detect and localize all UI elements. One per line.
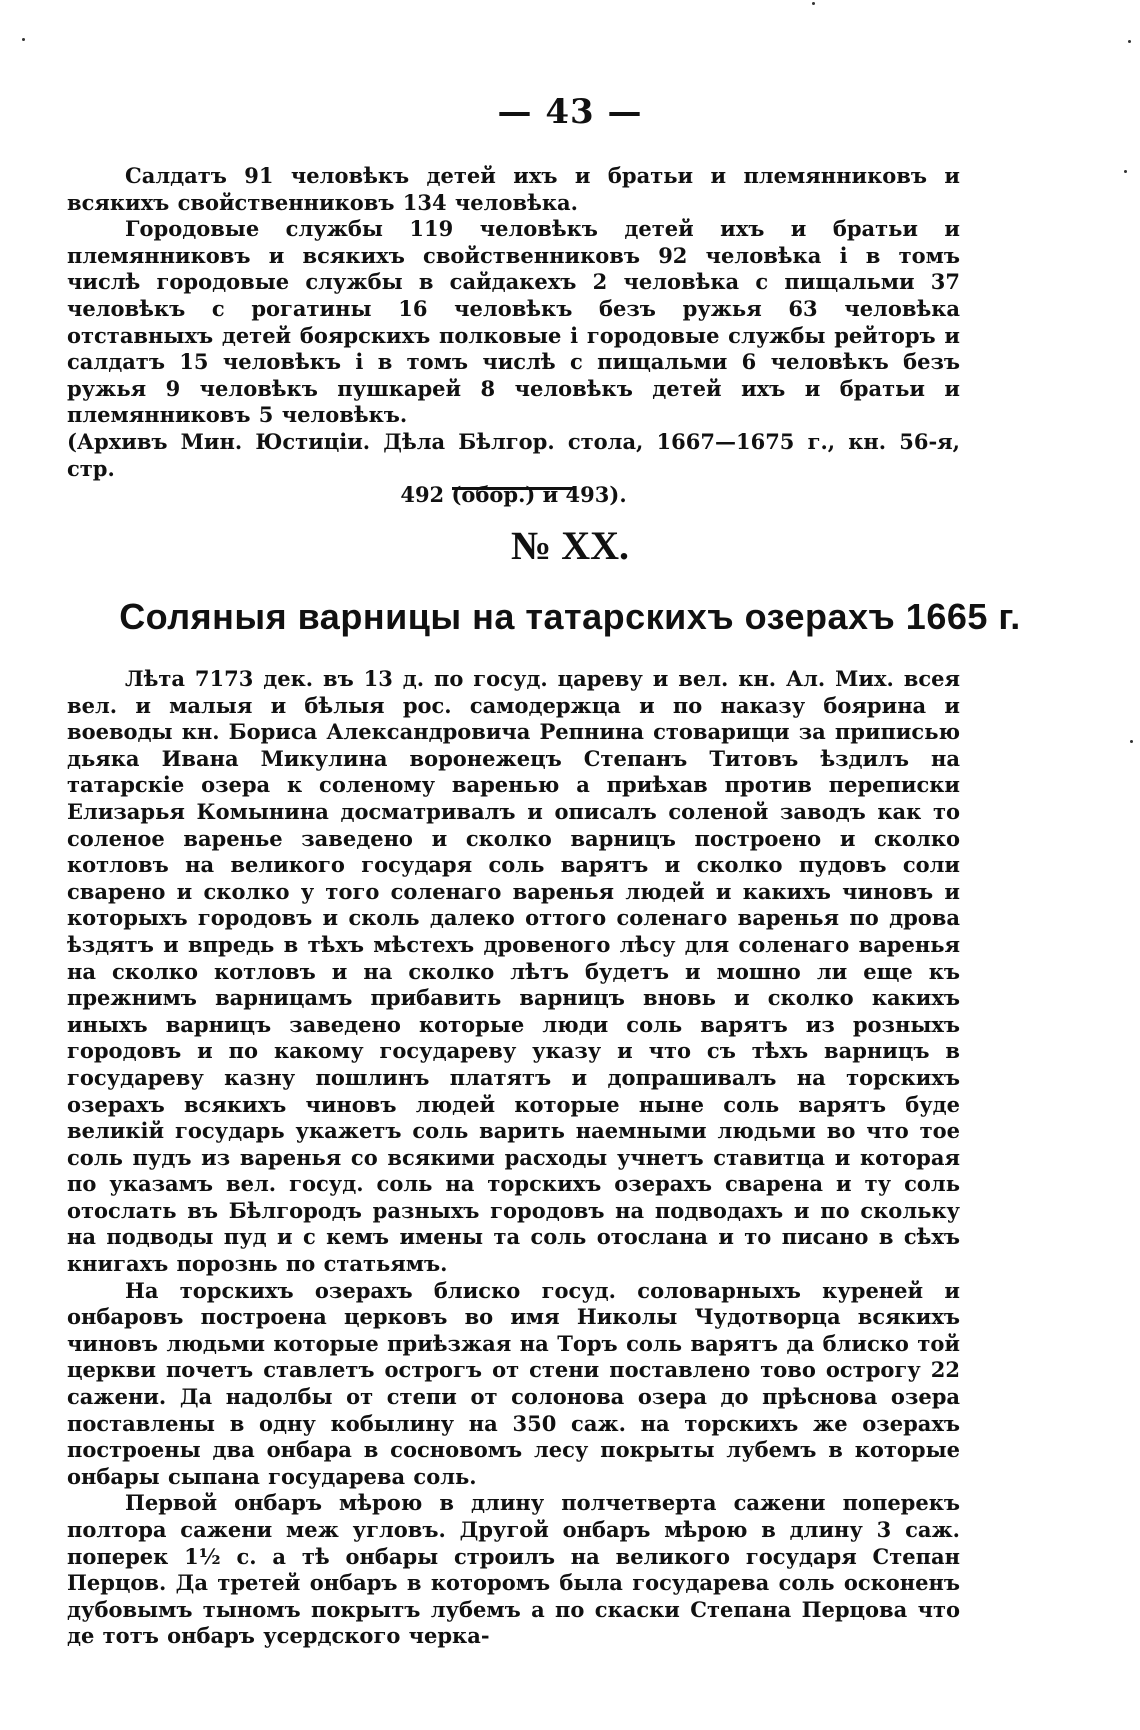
scan-speck xyxy=(812,2,815,5)
paragraph: Лѣта 7173 дек. въ 13 д. по госуд. цареву и вел. кн. Ал. Мих. всея вел. и малыя и бѣлыя рос. самодержца и по наказу боярина и воеводы кн. Бориса Александровича Репнина стоварищи за приписью дьяка Ивана Микулина воронежецъ Степанъ Титовъ ѣздилъ на татарскіе озера к соленому варенью а приѣхав против переписки Елизарья Комынина досматривалъ и описалъ соленой заводъ как то соленое варенье заведено и сколко варницъ построено и сколко котловъ на великого государя соль варятъ и сколко пудовъ соли сварено и сколко у того соленаго варенья людей и какихъ чиновъ и которыхъ городовъ и сколь далеко оттого соленаго варенья по дрова ѣздятъ и впредь в тѣхъ мѣстехъ дровеного лѣсу для соленаго варенья на сколко котловъ и на сколко лѣтъ будетъ и мошно ли еще къ прежнимъ варницамъ прибавить варницъ вновь и сколко какихъ иныхъ варницъ заведено которые люди соль варятъ из розныхъ городовъ и по какому государеву указу и что съ тѣхъ варницъ в государеву казну пошлинъ платятъ и допрашивалъ на торскихъ озерахъ всякихъ чиновъ людей которые ныне соль варятъ буде великій государь укажетъ соль варить наемными людьми во что тое соль пудъ из варенья со всякими расходы учнетъ ставитца и которая по указамъ вел. госуд. соль на торскихъ озерахъ сварена и ту соль отослать въ Бѣлгородъ разныхъ городовъ на подводахъ и по скольку на подводы пуд и с кемъ имены та соль отослана и то писано в сѣхъ книгахъ порознь по статьямъ. xyxy=(67,666,960,1277)
scan-speck xyxy=(1130,740,1133,743)
archive-citation-continued: 492 (обор.) и 493). xyxy=(400,482,627,508)
paragraph: Первой онбаръ мѣрою в длину полчетверта сажени поперекъ полтора сажени меж угловъ. Другой онбаръ мѣрою в длину 3 саж. поперек 1½ с. а тѣ онбары строилъ на великого государя Степан Перцов. Да третей онбаръ в которомъ была государева соль осконенъ дубовымъ тыномъ покрытъ лубемъ а по скаски Степана Перцова что де тотъ онбаръ усердского черка- xyxy=(67,1490,960,1649)
paragraph: На торскихъ озерахъ блиско госуд. соловарныхъ куреней и онбаровъ построена церковъ во имя Николы Чудотворца всякихъ чиновъ людьми которые приѣзжая на Торъ соль варятъ да блиско той церкви почетъ ставлетъ острогъ от стени поставлено тово острогу 22 сажени. Да надолбы от степи от солонова озера до прѣснова озера поставлены в одну кобылину на 350 саж. на торскихъ же озерахъ построены два онбара в сосновомъ лесу покрыты лубемъ в которые онбары сыпана государева соль. xyxy=(67,1277,960,1489)
paragraph: Салдатъ 91 человѣкъ детей ихъ и братьи и племянниковъ и всякихъ свойственниковъ 134 человѣка. xyxy=(67,163,960,215)
top-section xyxy=(67,163,960,509)
paragraph: Городовые службы 119 человѣкъ детей ихъ и братьи и племянниковъ и всякихъ свойственниковъ 92 человѣка і в томъ числѣ городовые службы в сайдакехъ 2 человѣка с пищальми 37 человѣкъ с рогатины 16 человѣкъ безъ ружья 63 человѣка отставныхъ детей боярскихъ полковые і городовые службы рейторъ и салдатъ 15 человѣкъ і в томъ числѣ с пищальми 6 человѣкъ безъ ружья 9 человѣкъ пушкарей 8 человѣкъ детей ихъ и братьи и племянниковъ 5 человѣкъ. xyxy=(67,216,960,428)
scan-speck xyxy=(1124,170,1127,173)
document-body xyxy=(67,666,960,1650)
scan-speck xyxy=(22,38,25,41)
archive-citation: (Архивъ Мин. Юстиціи. Дѣла Бѣлгор. стола, 1667—1675 г., кн. 56-я, стр. xyxy=(67,428,960,481)
document-title: Соляныя варницы на татарскихъ озерахъ 1665 г. xyxy=(119,596,1021,637)
document-number: № XX. xyxy=(511,523,629,568)
scan-speck xyxy=(1128,40,1131,43)
page-number: — 43 — xyxy=(497,92,643,132)
section-divider xyxy=(452,487,575,490)
